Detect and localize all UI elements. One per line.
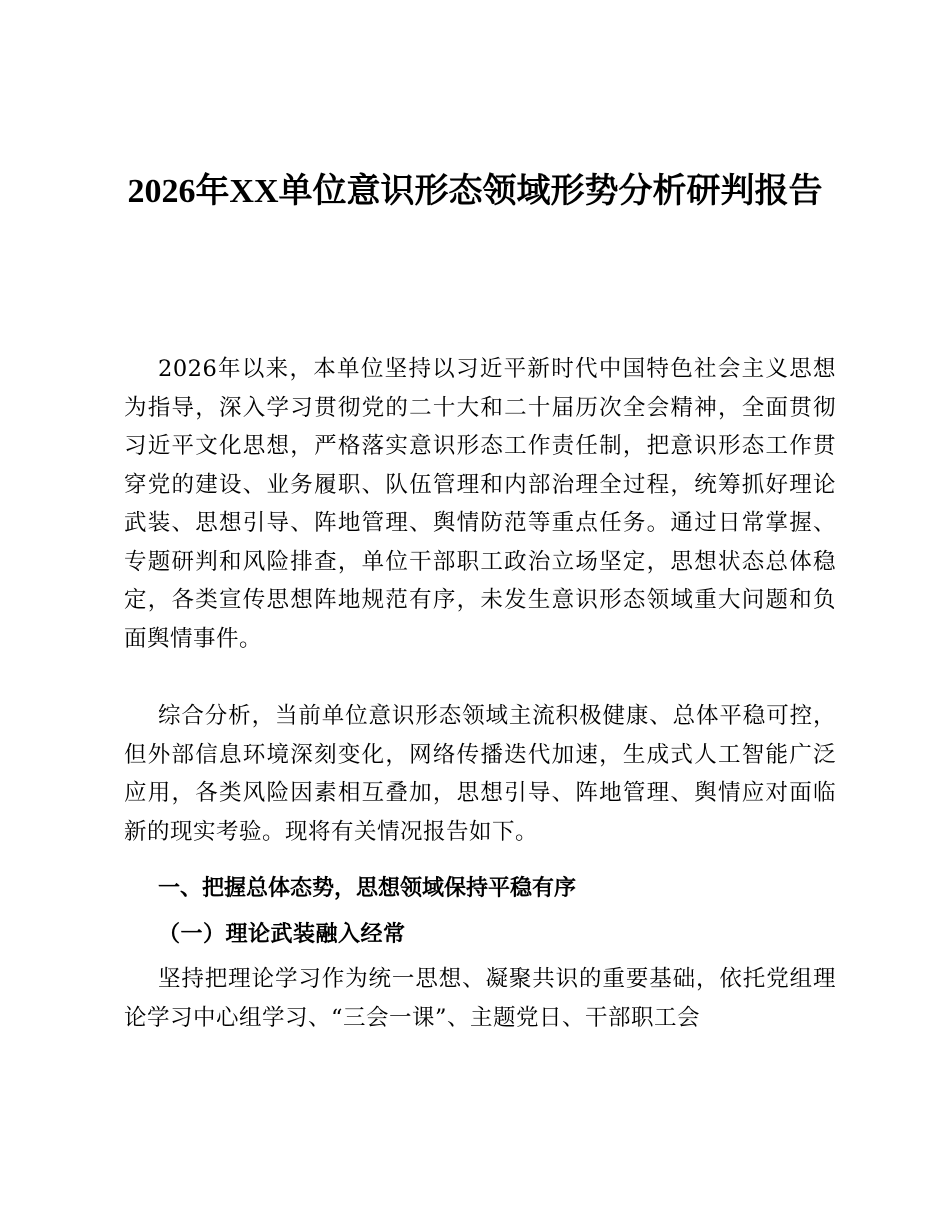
analysis-paragraph: 综合分析，当前单位意识形态领域主流积极健康、总体平稳可控，但外部信息环境深刻变化，网络传播迭代加速，生成式人工智能广泛应用，各类风险因素相互叠加，思想引导、阵地管理、舆情应对面临新的现实考验。现将有关情况报告如下。 [124,703,836,845]
document-title: 2026年XX单位意识形态领域形势分析研判报告 [127,173,823,210]
section-heading-1: 一、把握总体态势，思想领域保持平稳有序 [158,876,577,901]
subsection-paragraph: 坚持把理论学习作为统一思想、凝聚共识的重要基础，依托党组理论学习中心组学习、“三会一课”、主题党日、干部职工会 [124,966,836,1031]
subsection-heading-1: （一）理论武装融入经常 [158,921,406,947]
intro-paragraph: 2026年以来，本单位坚持以习近平新时代中国特色社会主义思想为指导，深入学习贯彻党的二十大和二十届历次全会精神，全面贯彻习近平文化思想，严格落实意识形态工作责任制，把意识形态工作贯穿党的建设、业务履职、队伍管理和内部治理全过程，统筹抓好理论武装、思想引导、阵地管理、舆情防范等重点任务。通过日常掌握、专题研判和风险排查，单位干部职工政治立场坚定，思想状态总体稳定，各类宣传思想阵地规范有序，未发生意识形态领域重大问题和负面舆情事件。 [124,356,836,652]
